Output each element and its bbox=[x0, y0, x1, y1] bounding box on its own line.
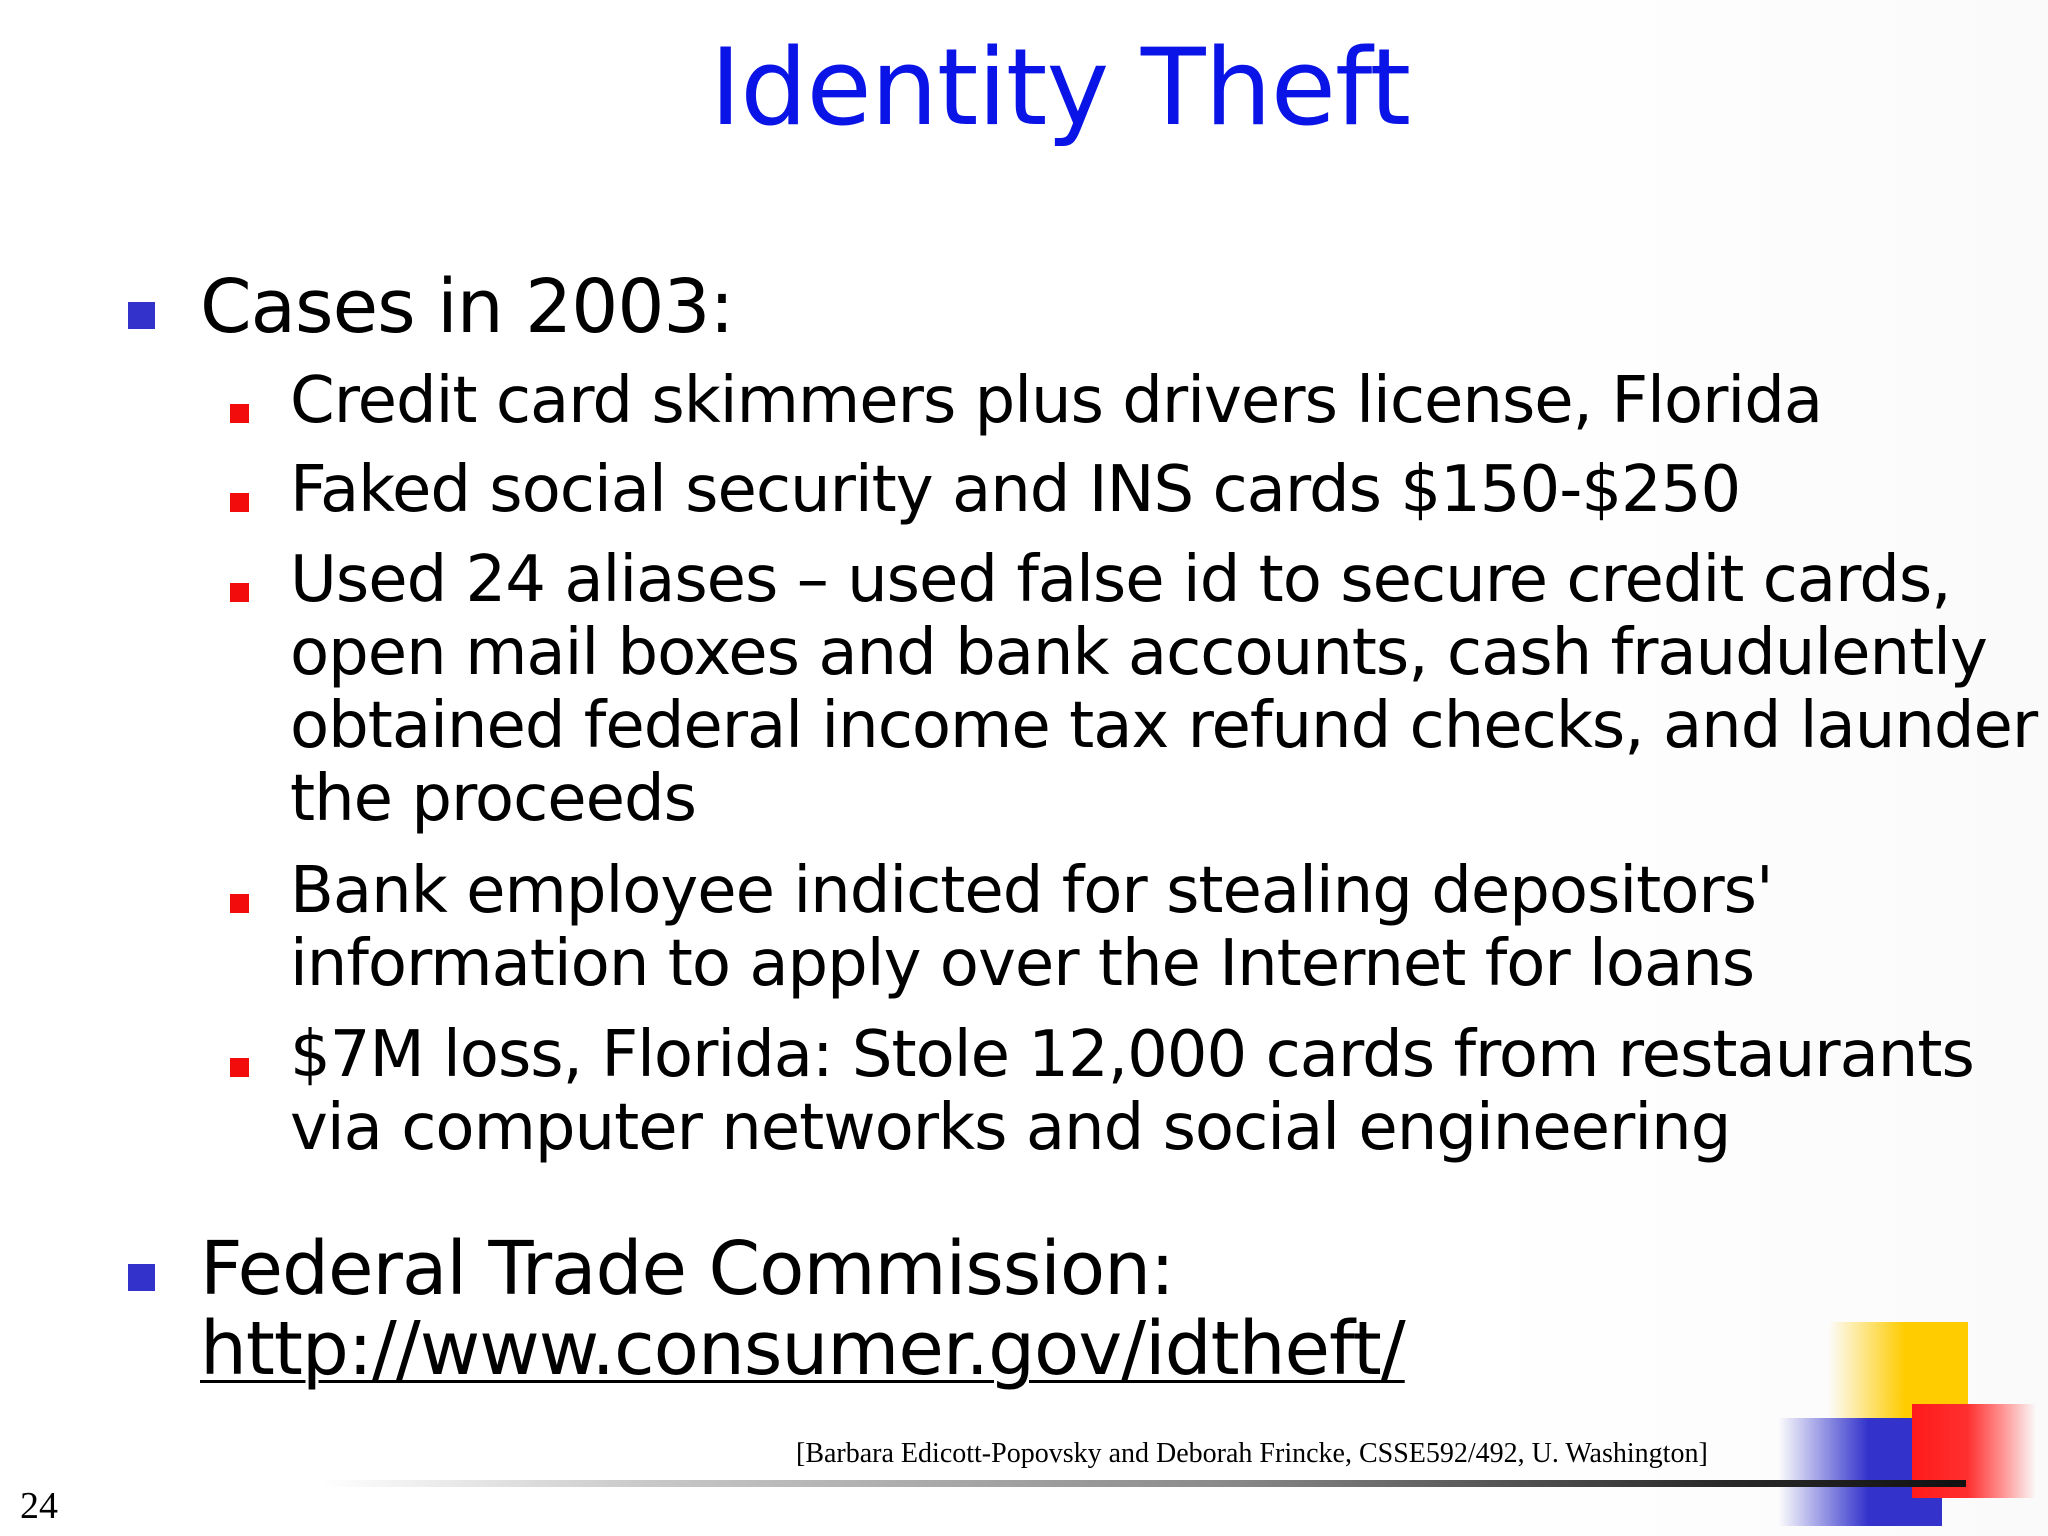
page-number: 24 bbox=[20, 1485, 58, 1527]
sub-bullet-line: obtained federal income tax refund checks, and launder bbox=[290, 689, 2038, 763]
bullet-text: Federal Trade Commission: bbox=[200, 1226, 1174, 1312]
sub-bullet-line: the proceeds bbox=[290, 762, 696, 836]
citation: [Barbara Edicott-Popovsky and Deborah Frincke, CSSE592/492, U. Washington] bbox=[796, 1438, 1708, 1469]
slide-title: Identity Theft bbox=[709, 26, 1411, 149]
bullet-square-icon bbox=[230, 894, 249, 913]
sub-bullet-line: $7M loss, Florida: Stole 12,000 cards from restaurants bbox=[290, 1018, 1974, 1092]
sub-bullet-line: open mail boxes and bank accounts, cash fraudulently bbox=[290, 616, 1987, 690]
sub-bullet-line: Bank employee indicted for stealing depositors' bbox=[290, 854, 1773, 928]
bullet-square-icon bbox=[230, 1058, 249, 1077]
bullet-square-icon bbox=[230, 583, 249, 602]
ftc-link[interactable]: http://www.consumer.gov/idtheft/ bbox=[200, 1306, 1405, 1392]
footer-rule bbox=[320, 1480, 1966, 1487]
sub-bullet-line: Used 24 aliases – used false id to secure credit cards, bbox=[290, 543, 1951, 617]
bullet-square-icon bbox=[128, 302, 155, 329]
bullet-square-icon bbox=[128, 1264, 155, 1291]
bullet-square-icon bbox=[230, 404, 249, 423]
sub-bullet-line: via computer networks and social engineering bbox=[290, 1091, 1731, 1165]
bullet-text: Cases in 2003: bbox=[200, 264, 734, 350]
sub-bullet-line: Credit card skimmers plus drivers license, Florida bbox=[290, 364, 1823, 438]
bullet-square-icon bbox=[230, 493, 249, 512]
sub-bullet-line: information to apply over the Internet for loans bbox=[290, 927, 1755, 1001]
sub-bullet-line: Faked social security and INS cards $150-$250 bbox=[290, 453, 1741, 527]
